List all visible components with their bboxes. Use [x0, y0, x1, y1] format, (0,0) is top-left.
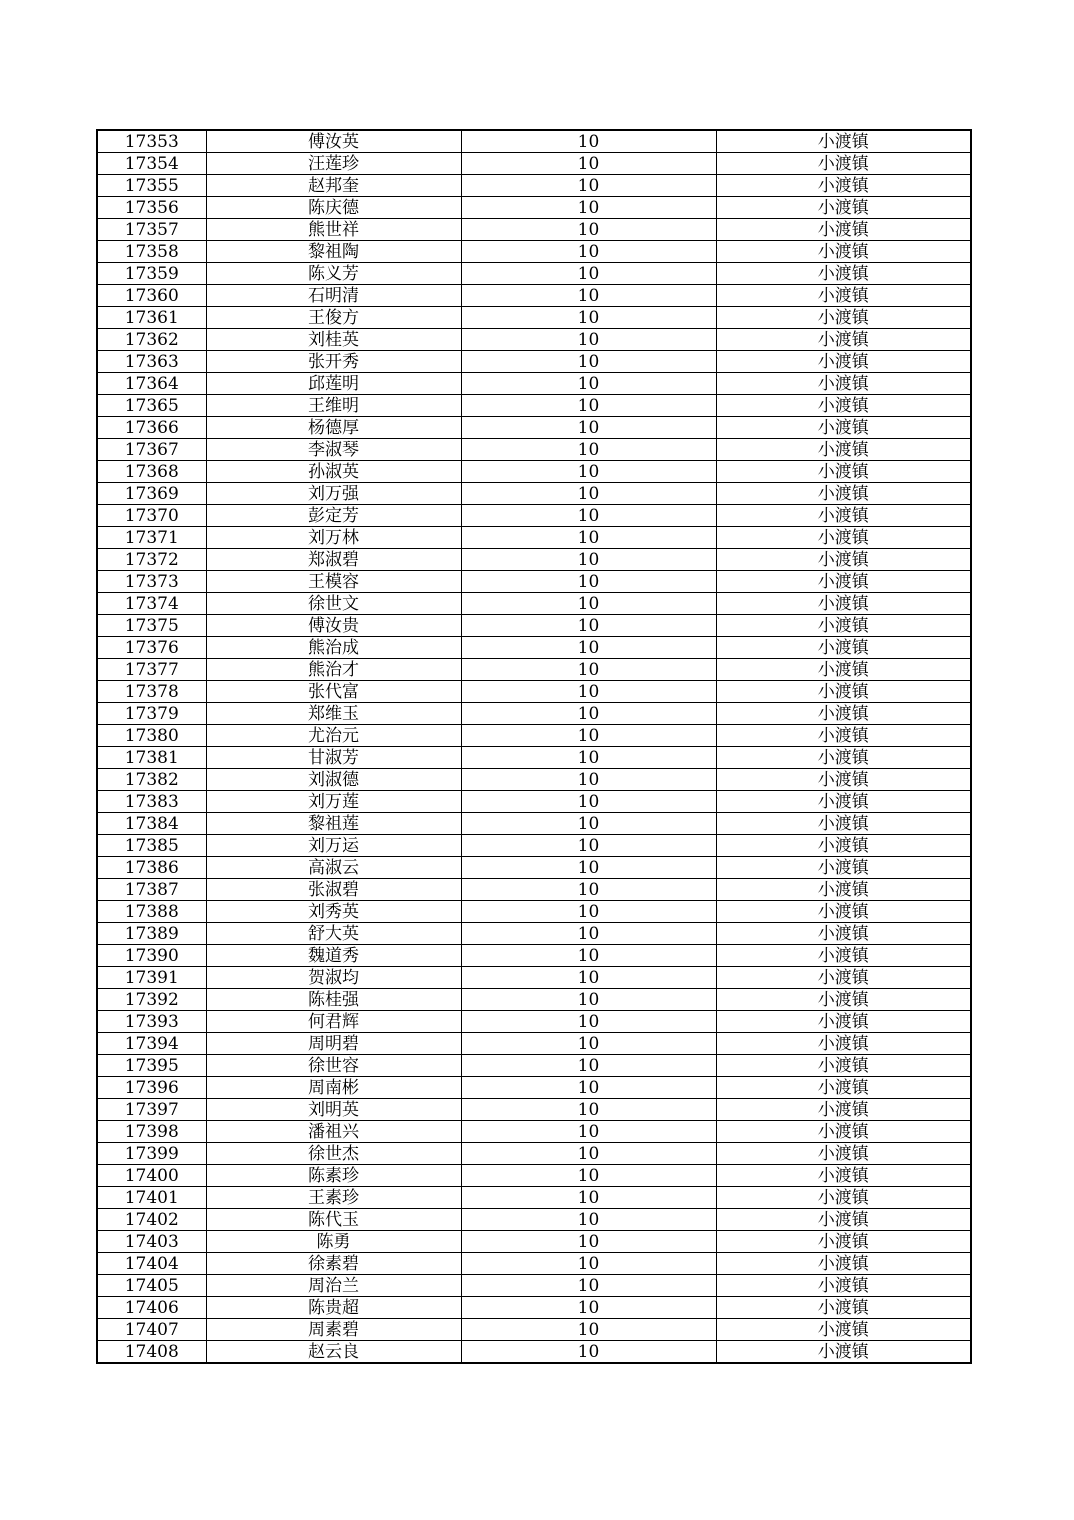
- cell-id: 17367: [97, 439, 206, 461]
- cell-town: 小渡镇: [716, 813, 971, 835]
- cell-amount: 10: [461, 857, 716, 879]
- cell-id: 17386: [97, 857, 206, 879]
- cell-name: 刘万运: [206, 835, 461, 857]
- cell-amount: 10: [461, 747, 716, 769]
- cell-name: 贺淑均: [206, 967, 461, 989]
- cell-town: 小渡镇: [716, 879, 971, 901]
- cell-name: 徐素碧: [206, 1253, 461, 1275]
- cell-name: 王俊方: [206, 307, 461, 329]
- table-row: [97, 813, 971, 835]
- cell-name: 孙淑英: [206, 461, 461, 483]
- cell-amount: 10: [461, 1231, 716, 1253]
- table-row: [97, 373, 971, 395]
- cell-amount: 10: [461, 659, 716, 681]
- table-row: [97, 307, 971, 329]
- cell-town: 小渡镇: [716, 1187, 971, 1209]
- cell-id: 17359: [97, 263, 206, 285]
- cell-id: 17405: [97, 1275, 206, 1297]
- cell-town: 小渡镇: [716, 1275, 971, 1297]
- table-row: [97, 285, 971, 307]
- cell-id: 17387: [97, 879, 206, 901]
- table-row: [97, 1209, 971, 1231]
- cell-id: 17380: [97, 725, 206, 747]
- cell-name: 张代富: [206, 681, 461, 703]
- cell-amount: 10: [461, 329, 716, 351]
- cell-id: 17357: [97, 219, 206, 241]
- cell-amount: 10: [461, 1143, 716, 1165]
- cell-town: 小渡镇: [716, 175, 971, 197]
- table-row: [97, 351, 971, 373]
- cell-town: 小渡镇: [716, 1077, 971, 1099]
- cell-amount: 10: [461, 527, 716, 549]
- cell-town: 小渡镇: [716, 130, 971, 153]
- cell-name: 陈贵超: [206, 1297, 461, 1319]
- cell-id: 17407: [97, 1319, 206, 1341]
- table-row: [97, 263, 971, 285]
- cell-town: 小渡镇: [716, 769, 971, 791]
- cell-name: 魏道秀: [206, 945, 461, 967]
- cell-town: 小渡镇: [716, 615, 971, 637]
- cell-amount: 10: [461, 637, 716, 659]
- table-row: [97, 549, 971, 571]
- cell-amount: 10: [461, 725, 716, 747]
- cell-amount: 10: [461, 681, 716, 703]
- cell-id: 17364: [97, 373, 206, 395]
- cell-name: 陈桂强: [206, 989, 461, 1011]
- cell-id: 17393: [97, 1011, 206, 1033]
- cell-id: 17354: [97, 153, 206, 175]
- cell-id: 17399: [97, 1143, 206, 1165]
- cell-name: 陈义芳: [206, 263, 461, 285]
- cell-name: 石明清: [206, 285, 461, 307]
- roster-body: [97, 130, 971, 1363]
- cell-name: 王素珍: [206, 1187, 461, 1209]
- cell-amount: 10: [461, 307, 716, 329]
- cell-id: 17377: [97, 659, 206, 681]
- cell-amount: 10: [461, 945, 716, 967]
- cell-town: 小渡镇: [716, 461, 971, 483]
- cell-id: 17369: [97, 483, 206, 505]
- table-row: [97, 505, 971, 527]
- cell-amount: 10: [461, 923, 716, 945]
- cell-id: 17375: [97, 615, 206, 637]
- cell-town: 小渡镇: [716, 439, 971, 461]
- cell-id: 17384: [97, 813, 206, 835]
- cell-name: 熊世祥: [206, 219, 461, 241]
- cell-name: 陈代玉: [206, 1209, 461, 1231]
- cell-id: 17403: [97, 1231, 206, 1253]
- cell-name: 尤治元: [206, 725, 461, 747]
- cell-amount: 10: [461, 439, 716, 461]
- cell-id: 17398: [97, 1121, 206, 1143]
- cell-town: 小渡镇: [716, 329, 971, 351]
- cell-town: 小渡镇: [716, 989, 971, 1011]
- cell-name: 陈勇: [206, 1231, 461, 1253]
- cell-amount: 10: [461, 263, 716, 285]
- cell-amount: 10: [461, 241, 716, 263]
- cell-town: 小渡镇: [716, 417, 971, 439]
- cell-id: 17382: [97, 769, 206, 791]
- table-row: [97, 439, 971, 461]
- table-row: [97, 527, 971, 549]
- cell-amount: 10: [461, 1165, 716, 1187]
- cell-id: 17358: [97, 241, 206, 263]
- table-row: [97, 835, 971, 857]
- table-row: [97, 791, 971, 813]
- cell-amount: 10: [461, 989, 716, 1011]
- table-row: [97, 483, 971, 505]
- cell-town: 小渡镇: [716, 285, 971, 307]
- cell-amount: 10: [461, 1275, 716, 1297]
- cell-town: 小渡镇: [716, 1209, 971, 1231]
- table-row: [97, 769, 971, 791]
- cell-town: 小渡镇: [716, 791, 971, 813]
- cell-id: 17406: [97, 1297, 206, 1319]
- cell-name: 徐世容: [206, 1055, 461, 1077]
- cell-town: 小渡镇: [716, 263, 971, 285]
- cell-amount: 10: [461, 879, 716, 901]
- cell-town: 小渡镇: [716, 1253, 971, 1275]
- cell-name: 王维明: [206, 395, 461, 417]
- table-row: [97, 461, 971, 483]
- cell-id: 17373: [97, 571, 206, 593]
- table-row: [97, 1077, 971, 1099]
- cell-id: 17365: [97, 395, 206, 417]
- table-row: [97, 923, 971, 945]
- cell-id: 17368: [97, 461, 206, 483]
- cell-id: 17381: [97, 747, 206, 769]
- cell-id: 17370: [97, 505, 206, 527]
- cell-town: 小渡镇: [716, 681, 971, 703]
- cell-id: 17392: [97, 989, 206, 1011]
- cell-id: 17408: [97, 1341, 206, 1364]
- table-row: [97, 1055, 971, 1077]
- cell-amount: 10: [461, 615, 716, 637]
- cell-name: 刘淑德: [206, 769, 461, 791]
- table-row: [97, 945, 971, 967]
- cell-id: 17366: [97, 417, 206, 439]
- cell-town: 小渡镇: [716, 307, 971, 329]
- cell-amount: 10: [461, 219, 716, 241]
- cell-id: 17389: [97, 923, 206, 945]
- cell-id: 17378: [97, 681, 206, 703]
- table-row: [97, 659, 971, 681]
- cell-town: 小渡镇: [716, 1011, 971, 1033]
- table-row: [97, 1319, 971, 1341]
- cell-amount: 10: [461, 1033, 716, 1055]
- cell-amount: 10: [461, 901, 716, 923]
- table-row: [97, 615, 971, 637]
- table-row: [97, 1011, 971, 1033]
- cell-town: 小渡镇: [716, 835, 971, 857]
- cell-amount: 10: [461, 1011, 716, 1033]
- cell-name: 徐世杰: [206, 1143, 461, 1165]
- cell-amount: 10: [461, 703, 716, 725]
- cell-name: 刘桂英: [206, 329, 461, 351]
- cell-town: 小渡镇: [716, 219, 971, 241]
- cell-town: 小渡镇: [716, 395, 971, 417]
- cell-id: 17400: [97, 1165, 206, 1187]
- cell-name: 刘万林: [206, 527, 461, 549]
- cell-amount: 10: [461, 967, 716, 989]
- table-row: [97, 219, 971, 241]
- cell-town: 小渡镇: [716, 241, 971, 263]
- table-row: [97, 175, 971, 197]
- cell-id: 17394: [97, 1033, 206, 1055]
- cell-town: 小渡镇: [716, 857, 971, 879]
- table-row: [97, 1341, 971, 1364]
- cell-town: 小渡镇: [716, 1319, 971, 1341]
- cell-town: 小渡镇: [716, 747, 971, 769]
- cell-amount: 10: [461, 1077, 716, 1099]
- cell-name: 邱莲明: [206, 373, 461, 395]
- cell-name: 张开秀: [206, 351, 461, 373]
- cell-amount: 10: [461, 130, 716, 153]
- cell-town: 小渡镇: [716, 1121, 971, 1143]
- cell-name: 傅汝贵: [206, 615, 461, 637]
- table-row: [97, 241, 971, 263]
- cell-town: 小渡镇: [716, 945, 971, 967]
- table-row: [97, 1187, 971, 1209]
- cell-name: 郑淑碧: [206, 549, 461, 571]
- cell-town: 小渡镇: [716, 637, 971, 659]
- cell-amount: 10: [461, 153, 716, 175]
- cell-town: 小渡镇: [716, 1033, 971, 1055]
- table-row: [97, 417, 971, 439]
- cell-name: 周素碧: [206, 1319, 461, 1341]
- cell-amount: 10: [461, 483, 716, 505]
- cell-amount: 10: [461, 1297, 716, 1319]
- cell-town: 小渡镇: [716, 1341, 971, 1364]
- cell-town: 小渡镇: [716, 373, 971, 395]
- cell-name: 周明碧: [206, 1033, 461, 1055]
- table-row: [97, 1121, 971, 1143]
- table-row: [97, 637, 971, 659]
- cell-name: 周治兰: [206, 1275, 461, 1297]
- table-row: [97, 1253, 971, 1275]
- table-row: [97, 1275, 971, 1297]
- cell-amount: 10: [461, 395, 716, 417]
- cell-amount: 10: [461, 1055, 716, 1077]
- cell-town: 小渡镇: [716, 571, 971, 593]
- cell-id: 17379: [97, 703, 206, 725]
- cell-id: 17372: [97, 549, 206, 571]
- table-row: [97, 197, 971, 219]
- table-row: [97, 747, 971, 769]
- cell-town: 小渡镇: [716, 549, 971, 571]
- cell-id: 17371: [97, 527, 206, 549]
- cell-town: 小渡镇: [716, 153, 971, 175]
- cell-name: 黎祖陶: [206, 241, 461, 263]
- table-row: [97, 725, 971, 747]
- cell-name: 何君辉: [206, 1011, 461, 1033]
- table-row: [97, 329, 971, 351]
- cell-name: 陈素珍: [206, 1165, 461, 1187]
- cell-name: 王模容: [206, 571, 461, 593]
- cell-id: 17401: [97, 1187, 206, 1209]
- cell-town: 小渡镇: [716, 901, 971, 923]
- table-row: [97, 395, 971, 417]
- cell-id: 17395: [97, 1055, 206, 1077]
- cell-amount: 10: [461, 175, 716, 197]
- cell-town: 小渡镇: [716, 659, 971, 681]
- cell-town: 小渡镇: [716, 1297, 971, 1319]
- table-row: [97, 1165, 971, 1187]
- cell-amount: 10: [461, 813, 716, 835]
- cell-town: 小渡镇: [716, 703, 971, 725]
- cell-amount: 10: [461, 549, 716, 571]
- cell-name: 刘明英: [206, 1099, 461, 1121]
- cell-name: 熊治成: [206, 637, 461, 659]
- cell-name: 张淑碧: [206, 879, 461, 901]
- cell-id: 17376: [97, 637, 206, 659]
- table-row: [97, 681, 971, 703]
- table-row: [97, 1231, 971, 1253]
- cell-amount: 10: [461, 1319, 716, 1341]
- cell-name: 彭定芳: [206, 505, 461, 527]
- cell-id: 17391: [97, 967, 206, 989]
- cell-amount: 10: [461, 285, 716, 307]
- table-row: [97, 130, 971, 153]
- cell-amount: 10: [461, 791, 716, 813]
- cell-town: 小渡镇: [716, 923, 971, 945]
- cell-amount: 10: [461, 1121, 716, 1143]
- cell-amount: 10: [461, 1253, 716, 1275]
- cell-town: 小渡镇: [716, 483, 971, 505]
- table-row: [97, 989, 971, 1011]
- cell-name: 刘秀英: [206, 901, 461, 923]
- cell-amount: 10: [461, 1099, 716, 1121]
- cell-amount: 10: [461, 461, 716, 483]
- cell-town: 小渡镇: [716, 1099, 971, 1121]
- cell-town: 小渡镇: [716, 1231, 971, 1253]
- cell-id: 17355: [97, 175, 206, 197]
- cell-name: 李淑琴: [206, 439, 461, 461]
- table-row: [97, 703, 971, 725]
- cell-amount: 10: [461, 571, 716, 593]
- cell-amount: 10: [461, 1209, 716, 1231]
- table-row: [97, 153, 971, 175]
- cell-id: 17390: [97, 945, 206, 967]
- cell-amount: 10: [461, 351, 716, 373]
- cell-name: 刘万强: [206, 483, 461, 505]
- table-row: [97, 967, 971, 989]
- table-row: [97, 1033, 971, 1055]
- cell-id: 17362: [97, 329, 206, 351]
- cell-amount: 10: [461, 373, 716, 395]
- cell-amount: 10: [461, 417, 716, 439]
- cell-town: 小渡镇: [716, 1165, 971, 1187]
- cell-town: 小渡镇: [716, 593, 971, 615]
- roster-table: [96, 129, 972, 1364]
- cell-id: 17385: [97, 835, 206, 857]
- cell-id: 17360: [97, 285, 206, 307]
- cell-id: 17383: [97, 791, 206, 813]
- cell-name: 潘祖兴: [206, 1121, 461, 1143]
- table-row: [97, 1143, 971, 1165]
- cell-name: 周南彬: [206, 1077, 461, 1099]
- cell-name: 汪莲珍: [206, 153, 461, 175]
- cell-amount: 10: [461, 835, 716, 857]
- cell-name: 杨德厚: [206, 417, 461, 439]
- cell-name: 刘万莲: [206, 791, 461, 813]
- table-row: [97, 879, 971, 901]
- table-row: [97, 857, 971, 879]
- table-row: [97, 1099, 971, 1121]
- cell-id: 17361: [97, 307, 206, 329]
- cell-amount: 10: [461, 593, 716, 615]
- cell-amount: 10: [461, 505, 716, 527]
- cell-town: 小渡镇: [716, 725, 971, 747]
- cell-name: 黎祖莲: [206, 813, 461, 835]
- table-row: [97, 593, 971, 615]
- cell-amount: 10: [461, 1341, 716, 1364]
- cell-id: 17397: [97, 1099, 206, 1121]
- cell-id: 17356: [97, 197, 206, 219]
- cell-name: 郑维玉: [206, 703, 461, 725]
- table-row: [97, 571, 971, 593]
- cell-id: 17374: [97, 593, 206, 615]
- cell-town: 小渡镇: [716, 1055, 971, 1077]
- table-row: [97, 1297, 971, 1319]
- cell-amount: 10: [461, 1187, 716, 1209]
- cell-name: 徐世文: [206, 593, 461, 615]
- cell-id: 17404: [97, 1253, 206, 1275]
- cell-id: 17396: [97, 1077, 206, 1099]
- cell-town: 小渡镇: [716, 527, 971, 549]
- cell-town: 小渡镇: [716, 197, 971, 219]
- cell-name: 高淑云: [206, 857, 461, 879]
- cell-amount: 10: [461, 769, 716, 791]
- table-row: [97, 901, 971, 923]
- cell-id: 17353: [97, 130, 206, 153]
- cell-name: 赵邦奎: [206, 175, 461, 197]
- cell-name: 赵云良: [206, 1341, 461, 1364]
- cell-name: 傅汝英: [206, 130, 461, 153]
- cell-name: 陈庆德: [206, 197, 461, 219]
- cell-id: 17363: [97, 351, 206, 373]
- cell-name: 舒大英: [206, 923, 461, 945]
- cell-id: 17402: [97, 1209, 206, 1231]
- cell-name: 甘淑芳: [206, 747, 461, 769]
- cell-amount: 10: [461, 197, 716, 219]
- cell-town: 小渡镇: [716, 1143, 971, 1165]
- cell-town: 小渡镇: [716, 967, 971, 989]
- cell-id: 17388: [97, 901, 206, 923]
- cell-name: 熊治才: [206, 659, 461, 681]
- cell-town: 小渡镇: [716, 505, 971, 527]
- cell-town: 小渡镇: [716, 351, 971, 373]
